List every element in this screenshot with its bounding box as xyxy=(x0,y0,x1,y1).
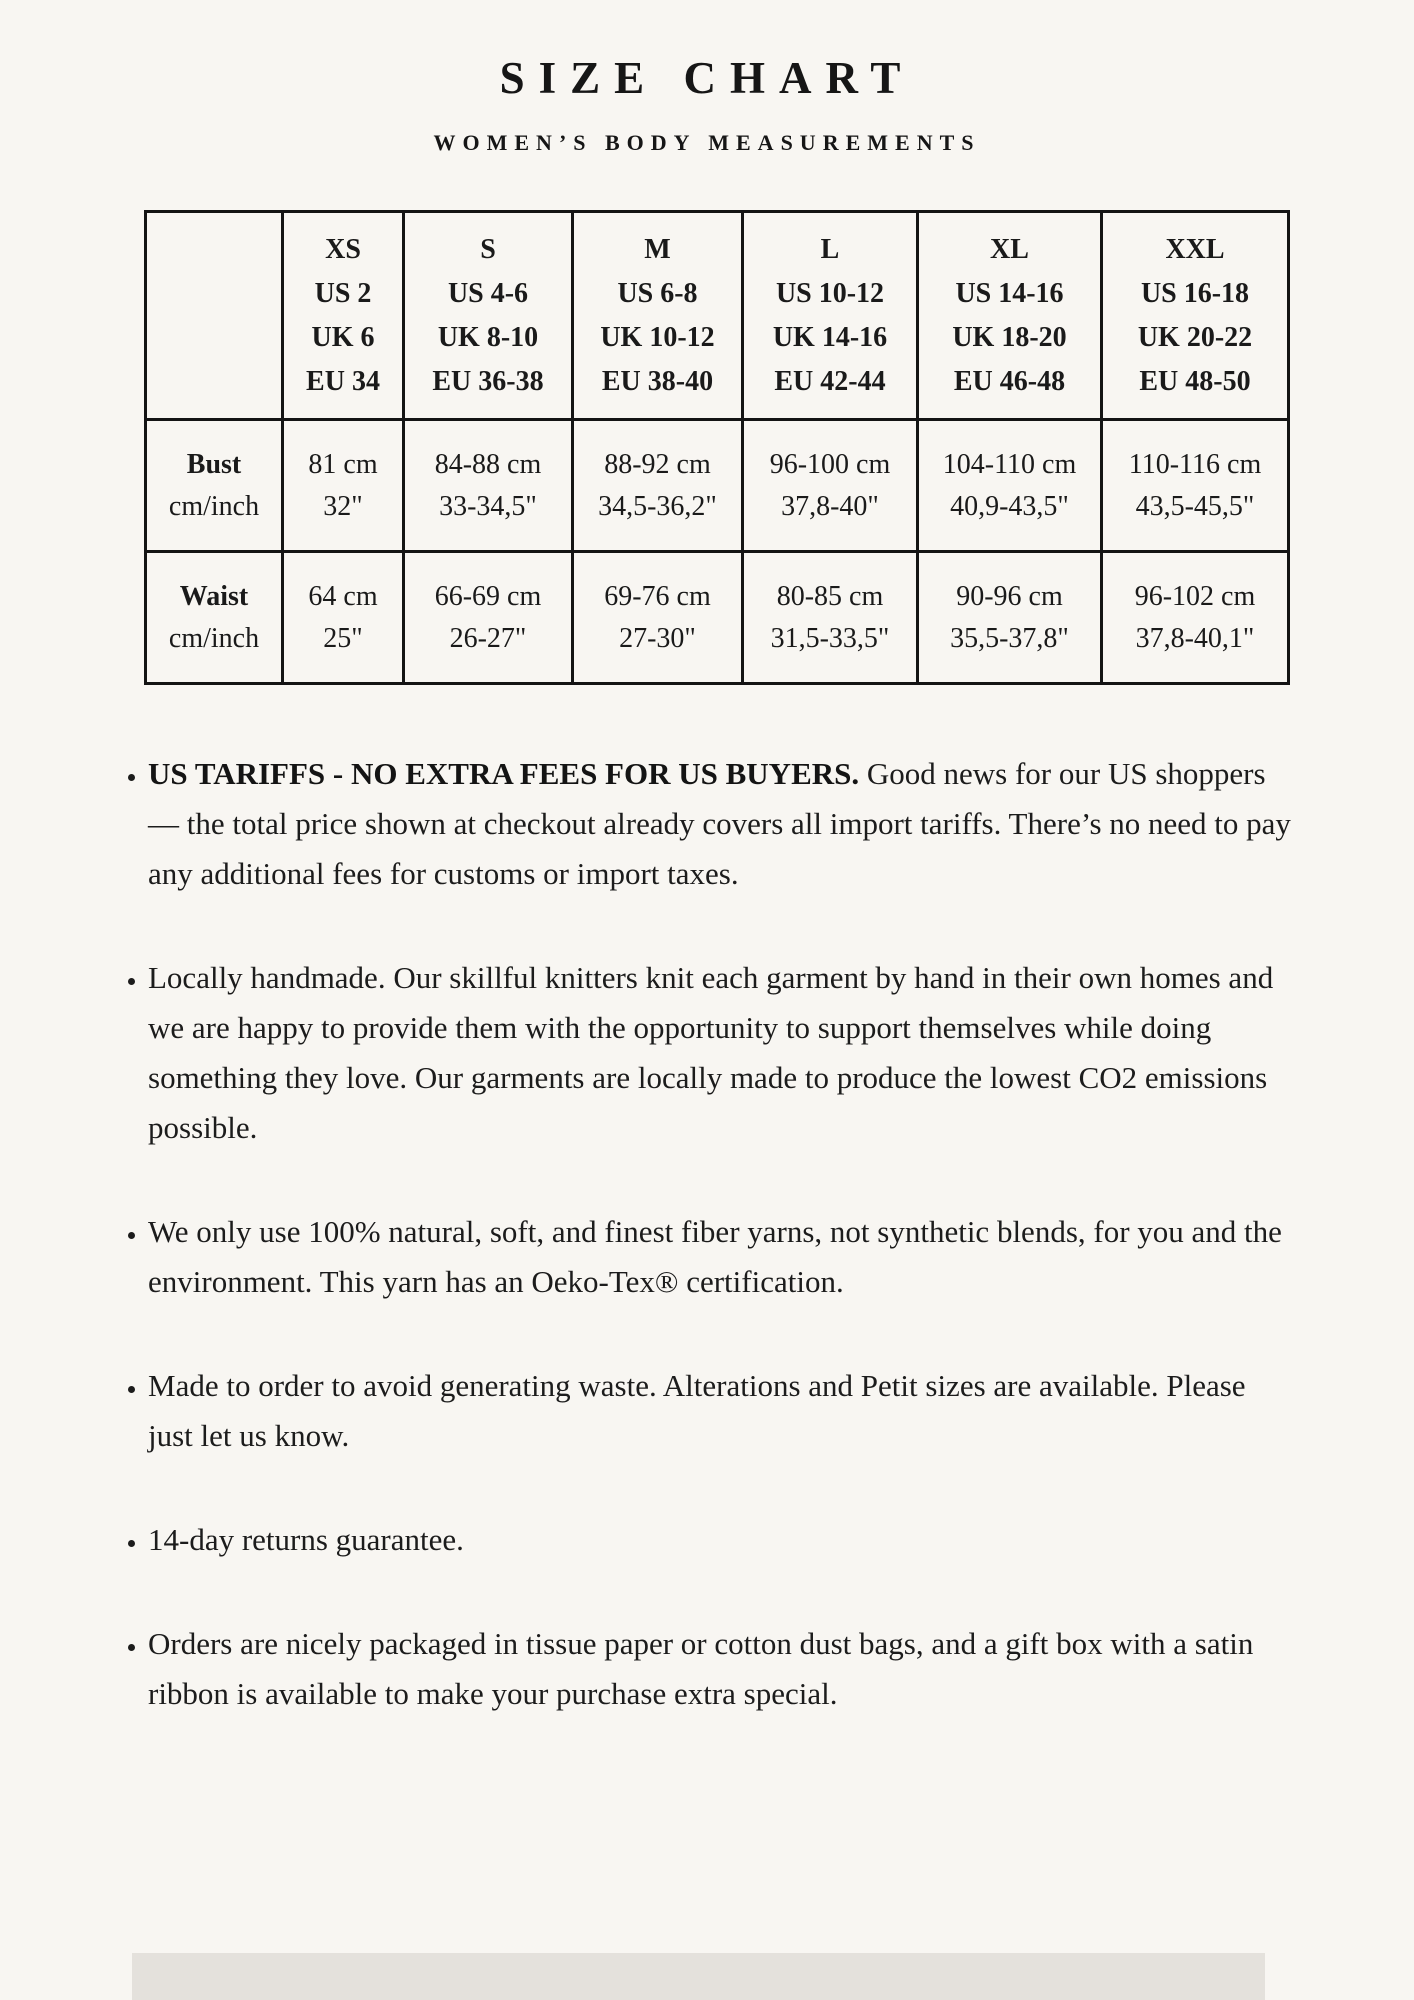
size-label: XS xyxy=(325,233,361,265)
us-size: US 14-16 xyxy=(955,277,1064,309)
bullet-text: 14-day returns guarantee. xyxy=(148,1522,464,1557)
waist-cell-l xyxy=(743,552,918,684)
bullet-text: We only use 100% natural, soft, and finest fiber yarns, not synthetic blends, for you and the environment. This yarn has an Oeko-Tex® certification. xyxy=(148,1214,1282,1299)
inch-value: 37,8-40,1" xyxy=(1135,622,1255,654)
bullet-item-natural-yarns xyxy=(148,1207,1296,1307)
waist-cell-xxl xyxy=(1102,552,1289,684)
us-size: US 4-6 xyxy=(447,277,529,309)
cm-value: 104-110 cm xyxy=(942,448,1077,480)
bullet-item-returns xyxy=(148,1515,1296,1565)
size-label: M xyxy=(644,233,671,265)
size-column-xxl xyxy=(1102,212,1289,420)
waist-cell-xs xyxy=(283,552,404,684)
uk-size: UK 14-16 xyxy=(772,321,888,353)
bust-cell-xxl xyxy=(1102,420,1289,552)
inch-value: 33-34,5" xyxy=(439,490,537,522)
us-size: US 2 xyxy=(314,277,372,309)
waist-cell-xl xyxy=(918,552,1102,684)
bullet-item-packaging xyxy=(148,1619,1296,1719)
bullet-item-locally-handmade xyxy=(148,953,1296,1153)
size-label: XL xyxy=(990,233,1029,265)
eu-size: EU 34 xyxy=(306,365,380,397)
eu-size: EU 36-38 xyxy=(432,365,544,397)
row-label: Waist xyxy=(179,580,249,612)
cm-value: 96-100 cm xyxy=(769,448,891,480)
eu-size: EU 38-40 xyxy=(601,365,714,397)
cm-value: 69-76 cm xyxy=(604,580,711,612)
bust-cell-xs xyxy=(283,420,404,552)
us-size: US 10-12 xyxy=(775,277,885,309)
bust-cell-m xyxy=(573,420,743,552)
row-label: Bust xyxy=(186,448,242,480)
cm-value: 66-69 cm xyxy=(434,580,542,612)
cm-value: 88-92 cm xyxy=(604,448,711,480)
cm-value: 110-116 cm xyxy=(1128,448,1262,480)
row-header-waist xyxy=(146,552,283,684)
size-label: XXL xyxy=(1165,233,1225,265)
bust-cell-s xyxy=(404,420,573,552)
uk-size: UK 20-22 xyxy=(1137,321,1253,353)
row-unit: cm/inch xyxy=(168,622,260,654)
cm-value: 96-102 cm xyxy=(1134,580,1256,612)
bullet-bold-lead: US TARIFFS - NO EXTRA FEES FOR US BUYERS. xyxy=(148,756,860,791)
table-row-waist xyxy=(146,552,1289,684)
size-column-xl xyxy=(918,212,1102,420)
bust-cell-l xyxy=(743,420,918,552)
cm-value: 90-96 cm xyxy=(956,580,1063,612)
size-column-l xyxy=(743,212,918,420)
row-unit: cm/inch xyxy=(168,490,260,522)
waist-cell-m xyxy=(573,552,743,684)
eu-size: EU 42-44 xyxy=(774,365,886,397)
size-column-s xyxy=(404,212,573,420)
inch-value: 43,5-45,5" xyxy=(1135,490,1255,522)
inch-value: 40,9-43,5" xyxy=(950,490,1069,522)
size-column-m xyxy=(573,212,743,420)
cm-value: 81 cm xyxy=(308,448,378,480)
inch-value: 34,5-36,2" xyxy=(598,490,717,522)
bullet-item-made-to-order xyxy=(148,1361,1296,1461)
size-chart-table xyxy=(144,210,1290,685)
uk-size: UK 18-20 xyxy=(952,321,1067,353)
inch-value: 32" xyxy=(323,490,363,522)
inch-value: 26-27" xyxy=(449,622,527,654)
bullet-item-us-tariffs xyxy=(148,749,1296,899)
uk-size: UK 10-12 xyxy=(600,321,715,353)
eu-size: EU 46-48 xyxy=(953,365,1066,397)
inch-value: 37,8-40" xyxy=(781,490,879,522)
size-column-xs xyxy=(283,212,404,420)
size-label: L xyxy=(820,233,840,265)
us-size: US 16-18 xyxy=(1140,277,1250,309)
corner-cell xyxy=(146,212,283,420)
us-size: US 6-8 xyxy=(617,277,698,309)
cm-value: 80-85 cm xyxy=(776,580,884,612)
inch-value: 25" xyxy=(323,622,363,654)
eu-size: EU 48-50 xyxy=(1139,365,1251,397)
bullet-text: Locally handmade. Our skillful knitters knit each garment by hand in their own homes and we are happy to provide them with the opportunity to support themselves while doing something they love. Our garments are locally made to produce the lowest CO2 emissions possible. xyxy=(148,960,1274,1145)
cm-value: 84-88 cm xyxy=(434,448,542,480)
inch-value: 35,5-37,8" xyxy=(950,622,1069,654)
table-row-bust xyxy=(146,420,1289,552)
row-header-bust xyxy=(146,420,283,552)
bullet-text: Orders are nicely packaged in tissue paper or cotton dust bags, and a gift box with a satin ribbon is available to make your purchase extra special. xyxy=(148,1626,1254,1711)
inch-value: 27-30" xyxy=(619,622,696,654)
waist-cell-s xyxy=(404,552,573,684)
inch-value: 31,5-33,5" xyxy=(770,622,890,654)
uk-size: UK 6 xyxy=(311,321,375,353)
footer-bar xyxy=(132,1953,1265,2000)
bullet-list xyxy=(110,749,1296,1719)
page-title: SIZE CHART xyxy=(499,53,915,103)
size-label: S xyxy=(480,233,496,265)
uk-size: UK 8-10 xyxy=(437,321,539,353)
bullet-text: Made to order to avoid generating waste. Alterations and Petit sizes are available. Please just let us know. xyxy=(148,1368,1246,1453)
cm-value: 64 cm xyxy=(308,580,378,612)
page-subtitle: WOMEN’S BODY MEASUREMENTS xyxy=(433,130,981,155)
size-header-row xyxy=(146,212,1289,420)
bust-cell-xl xyxy=(918,420,1102,552)
bullet-text: Good news for our US shoppers — the total price shown at checkout already covers all import tariffs. There’s no need to pay any additional fees for customs or import taxes. xyxy=(148,756,1291,891)
